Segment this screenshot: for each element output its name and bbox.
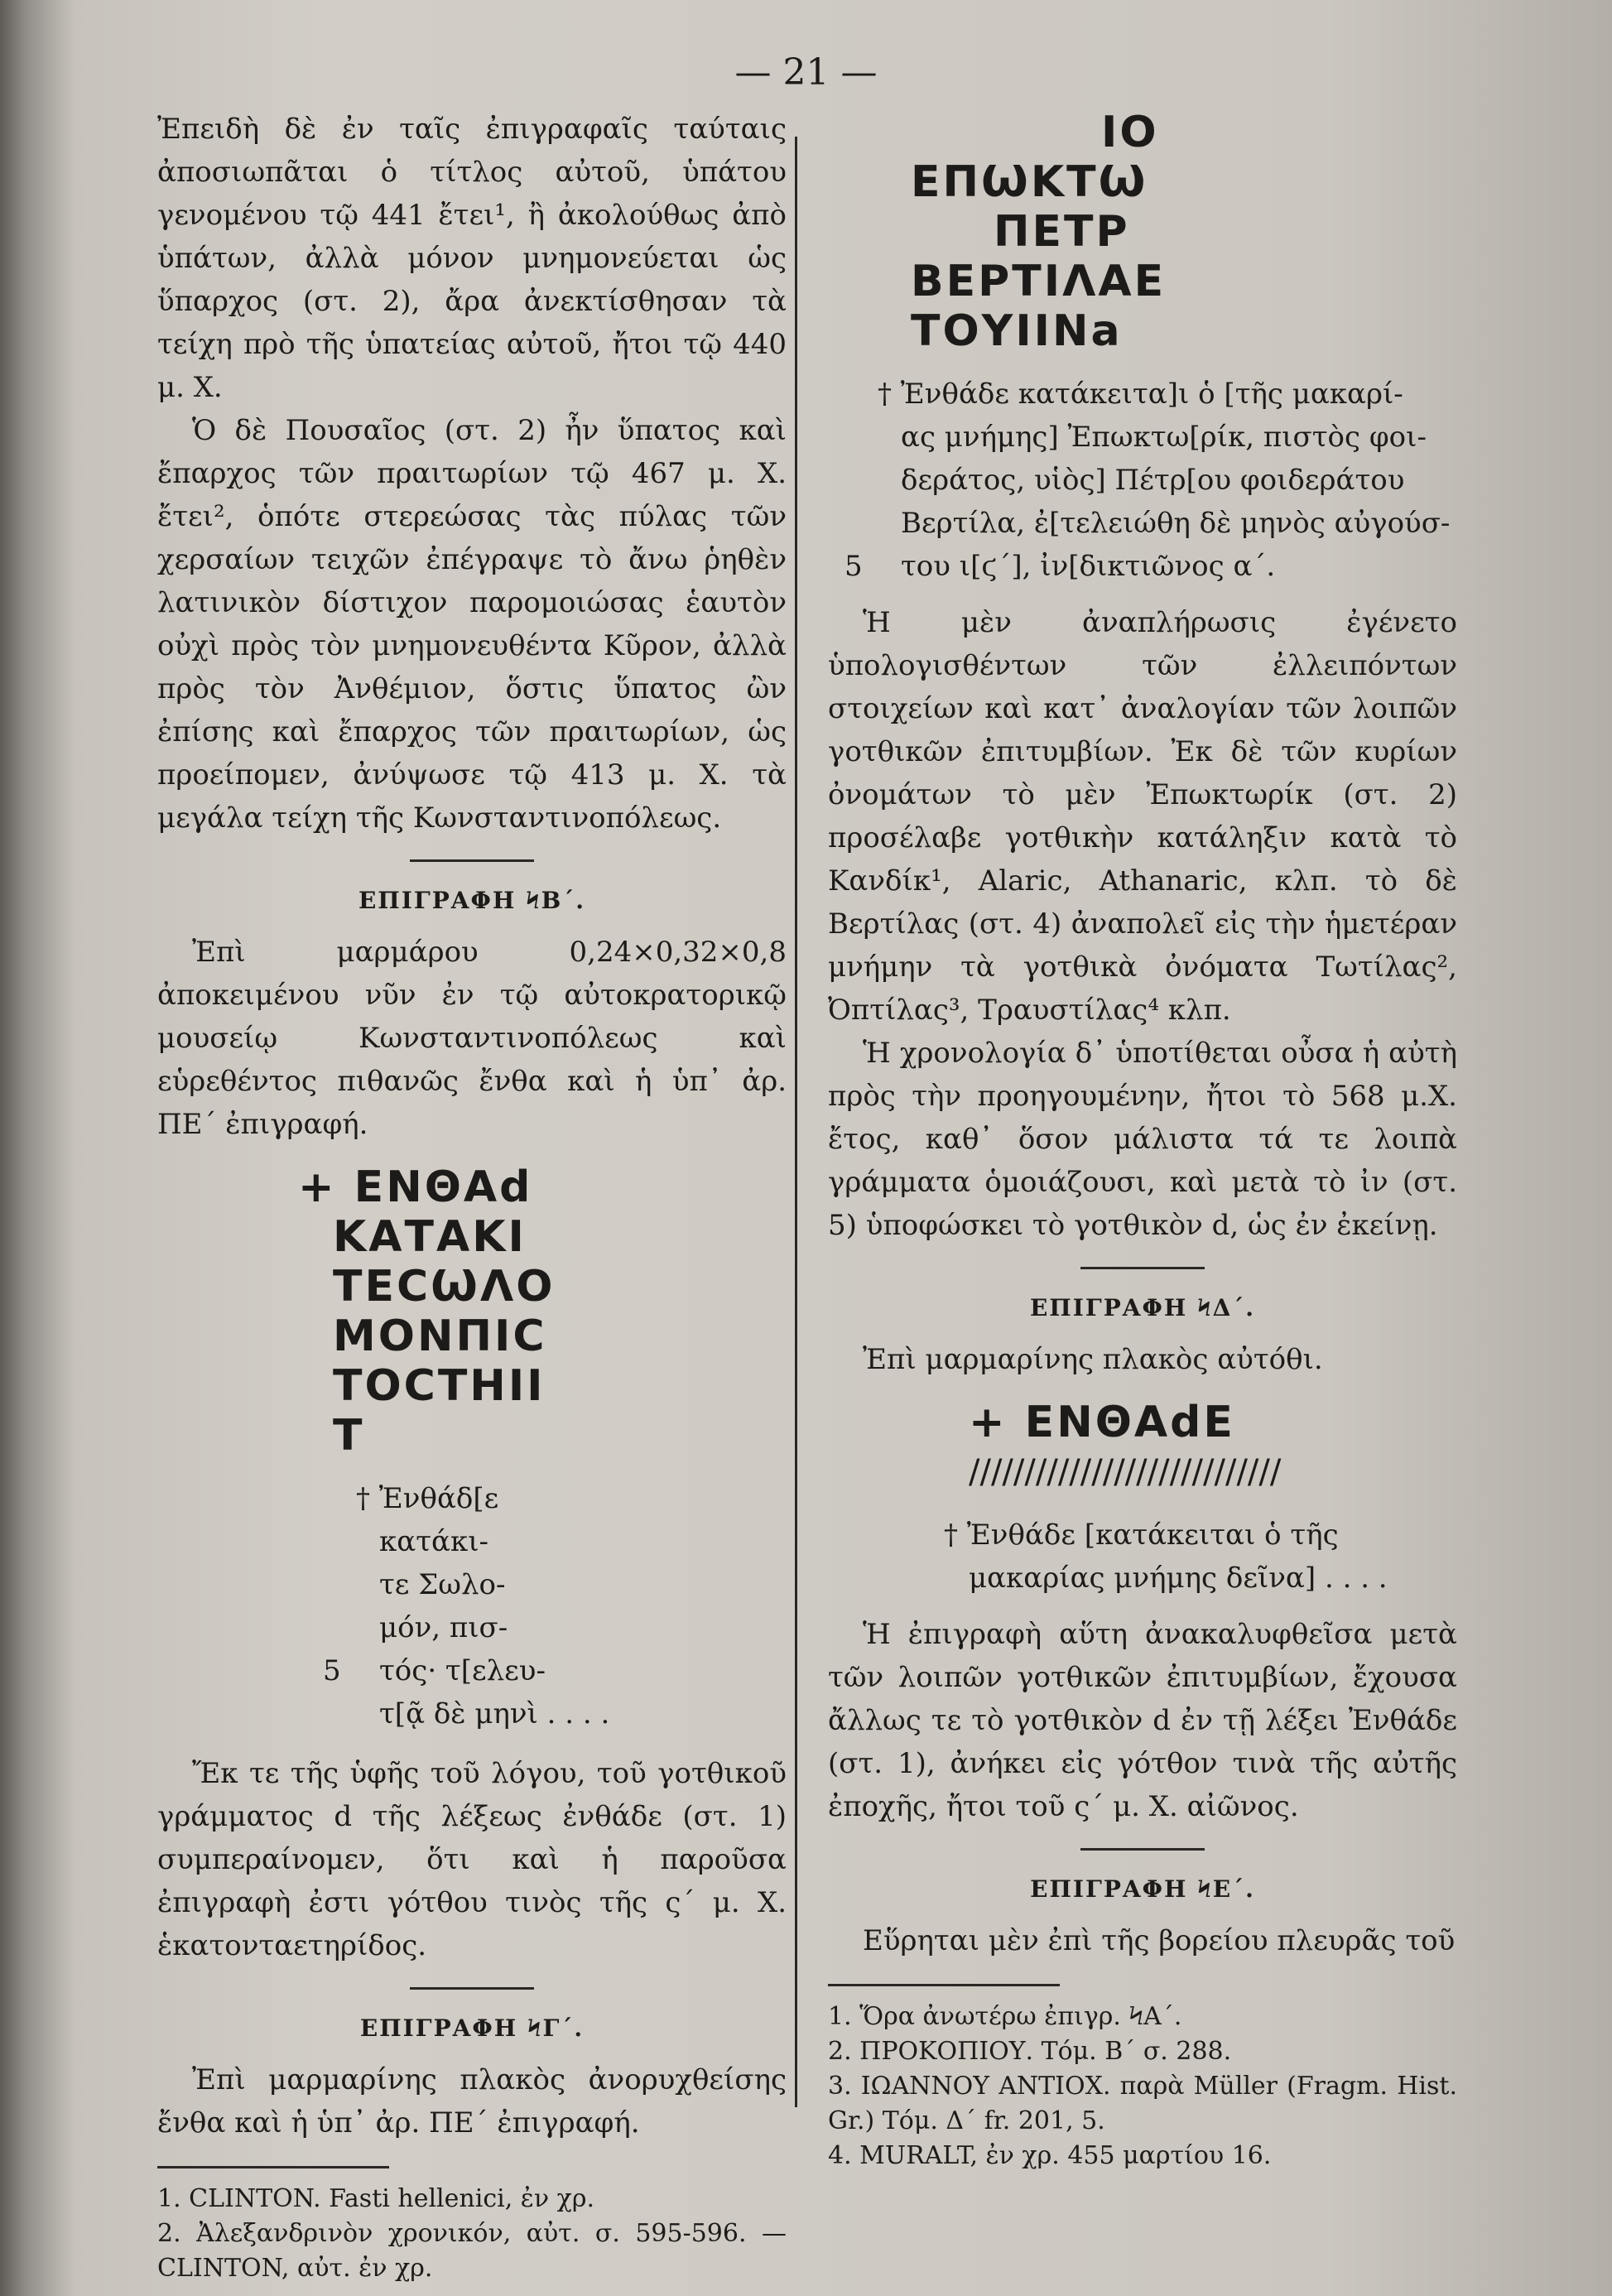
uncial-inscription bbox=[828, 108, 1457, 356]
transcription-line bbox=[844, 373, 1457, 416]
inscription-heading: ΕΠΙΓΡΑΦΗ ϞΓ΄. bbox=[359, 2014, 585, 2042]
uncial-line: ΕΠѠΚΤѠ bbox=[911, 157, 1148, 207]
uncial-line: + ΕΝΘΑdΕ bbox=[969, 1398, 1235, 1447]
transcription-line bbox=[844, 545, 1457, 588]
uncial-line: ΙΟ bbox=[1101, 108, 1159, 157]
section-rule bbox=[410, 859, 534, 862]
uncial-line: ΚΑΤΑΚΙ bbox=[333, 1212, 527, 1262]
line-number: 5 bbox=[323, 1654, 341, 1687]
line-text: τός· τ[ελευ- bbox=[379, 1654, 546, 1687]
uncial-erasure: //////////////////////////// bbox=[969, 1453, 1282, 1491]
line-text: του ι[ϛ΄], ἰν[δικτιῶνος α΄. bbox=[901, 550, 1276, 583]
paragraph: Εὕρηται μὲν ἐπὶ τῆς βορείου πλευρᾶς τοῦ bbox=[863, 1924, 1456, 1957]
paragraph: Ἡ ἐπιγραφὴ αὕτη ἀνακαλυφθεῖσα μετὰ τῶν λοιπῶν γοτθικῶν ἐπιτυμβίων, ἔχουσα ἄλλως τε τὸ γοτθικὸν d ἐν τῇ λέξει Ἐνθάδε (στ. 1), ἀνήκει εἰς γότθον τινὰ τῆς αὐτῆς ἐποχῆς, ἤτοι τοῦ ς΄ μ. Χ. αἰῶνος. bbox=[828, 1618, 1457, 1823]
paragraph: Ἡ χρονολογία δ᾽ ὑποτίθεται οὖσα ἡ αὐτὴ πρὸς τὴν προηγουμένην, ἤτοι τὸ 568 μ.Χ. ἔτος, καθ᾽ ὅσον μάλιστα τά τε λοιπὰ γράμματα ὁμοιάζουσι, καὶ μετὰ τὸ ἰν (στ. 5) ὑποφώσκει τὸ γοτθικὸν d, ὡς ἐν ἐκείνῃ. bbox=[828, 1037, 1457, 1242]
transcription-line bbox=[944, 1514, 1457, 1557]
inscription-heading: ΕΠΙΓΡΑΦΗ ϞΒ΄. bbox=[358, 887, 586, 914]
uncial-inscription bbox=[828, 1398, 1457, 1497]
transcription-line bbox=[323, 1563, 787, 1606]
section-rule bbox=[1080, 1848, 1205, 1851]
left-column bbox=[157, 108, 787, 2286]
line-text: ας μνήμης] Ἐπωκτω[ρίκ, πιστὸς φοι- bbox=[901, 421, 1427, 454]
footnote: 1. CLINTON. Fasti hellenici, ἐν χρ. bbox=[157, 2184, 595, 2213]
transcription-line bbox=[844, 416, 1457, 459]
paragraph: Ἡ μὲν ἀναπλήρωσις ἐγένετο ὑπολογισθέντων τῶν ἐλλειπόντων στοιχείων καὶ κατ᾽ ἀναλογίαν τῶν λοιπῶν γοτθικῶν ἐπιτυμβίων. Ἐκ δὲ τῶν κυρίων ὀνομάτων τὸ μὲν Ἐπωκτωρίκ (στ. 2) προσέλαβε γοτθικὴν κατάληξιν κατὰ τὸ Κανδίκ¹, Alaric, Athanaric, κλπ. τὸ δὲ Βερτίλας (στ. 4) ἀναπολεῖ εἰς τὴν ἡμετέραν μνήμην τὰ γοτθικὰ ὀνόματα Τωτίλας², Ὀπτίλας³, Τραυστίλας⁴ κλπ. bbox=[828, 606, 1457, 1027]
section-rule bbox=[1080, 1267, 1205, 1269]
footnote: 1. Ὅρα ἀνωτέρω ἐπιγρ. ϞΑ΄. bbox=[828, 2002, 1182, 2031]
inscription-heading: ΕΠΙΓΡΑΦΗ ϞΔ΄. bbox=[1029, 1294, 1256, 1321]
uncial-line: ΤΟCΤΗΙΙ bbox=[333, 1361, 546, 1411]
paragraph: Ἐπὶ μαρμάρου 0,24×0,32×0,8 ἀποκειμένου νῦν ἐν τῷ αὐτοκρατορικῷ μουσείῳ Κωνσταντινοπόλεως καὶ εὑρεθέντος πιθανῶς ἔνθα καὶ ἡ ὑπ᾽ ἀρ. ΠΕ΄ ἐπιγραφή. bbox=[157, 936, 787, 1141]
footnote-rule bbox=[828, 1984, 1060, 1986]
uncial-line: ΜΟΝΠΙC bbox=[333, 1312, 547, 1361]
paragraph: Ὁ δὲ Πουσαῖος (στ. 2) ἦν ὕπατος καὶ ἔπαρχος τῶν πραιτωρίων τῷ 467 μ. Χ. ἔτει², ὁπότε στερεώσας τὰς πύλας τῶν χερσαίων τειχῶν ἐπέγραψε τὸ ἄνω ῥηθὲν λατινικὸν δίστιχον παρομοιώσας ἑαυτὸν οὐχὶ πρὸς τὸν μνημονευθέντα Κῦρον, ἀλλὰ πρὸς τὸν Ἀνθέμιον, ὅστις ὕπατος ὢν ἐπίσης καὶ ἔπαρχος τῶν πραιτωρίων, ὡς προείπομεν, ἀνύψωσε τῷ 413 μ. Χ. τὰ μεγάλα τείχη τῆς Κωνσταντινοπόλεως. bbox=[157, 414, 787, 835]
right-column bbox=[828, 108, 1457, 2173]
transcription bbox=[828, 373, 1457, 588]
transcription bbox=[828, 1514, 1457, 1600]
transcription-line bbox=[323, 1520, 787, 1563]
uncial-line: ΤΕCѠΛΟ bbox=[333, 1262, 556, 1312]
line-text: τε Σωλο- bbox=[379, 1568, 506, 1601]
footnote: 2. ΠΡΟΚΟΠΙΟΥ. Τόμ. Β΄ σ. 288. bbox=[828, 2037, 1232, 2066]
uncial-line: ΤΟΥΙΙΝa bbox=[911, 306, 1123, 356]
transcription-line bbox=[323, 1692, 787, 1735]
footnote: 2. Ἀλεξανδρινὸν χρονικόν, αὐτ. σ. 595-596. — CLINTON, αὐτ. ἐν χρ. bbox=[157, 2219, 787, 2283]
section-rule bbox=[410, 1987, 534, 1990]
paragraph: Ἔκ τε τῆς ὑφῆς τοῦ λόγου, τοῦ γοτθικοῦ γράμματος d τῆς λέξεως ἐνθάδε (στ. 1) συμπεραίνομεν, ὅτι καὶ ἡ παροῦσα ἐπιγραφὴ ἐστι γότθου τινὸς τῆς ς΄ μ. Χ. ἑκατονταετηρίδος. bbox=[157, 1757, 787, 1962]
transcription-line bbox=[844, 502, 1457, 545]
line-text: μόν, πισ- bbox=[379, 1611, 508, 1644]
line-text: † Ἐνθάδ[ε bbox=[356, 1482, 499, 1515]
line-text: Βερτίλα, ἐ[τελειώθη δὲ μηνὸς αὐγούσ- bbox=[901, 507, 1451, 540]
transcription-line bbox=[844, 459, 1457, 502]
transcription bbox=[157, 1477, 787, 1735]
paragraph: Ἐπὶ μαρμαρίνης πλακὸς αὐτόθι. bbox=[863, 1343, 1323, 1376]
footnote: 4. MURALT, ἐν χρ. 455 μαρτίου 16. bbox=[828, 2141, 1272, 2170]
uncial-line: + ΕΝΘΑd bbox=[298, 1162, 533, 1212]
line-text: κατάκι- bbox=[379, 1525, 489, 1558]
footnote-rule bbox=[157, 2166, 389, 2168]
line-text: μακαρίας μνήμης δεῖνα] . . . . bbox=[969, 1562, 1388, 1595]
transcription-line bbox=[323, 1477, 787, 1520]
transcription-line bbox=[944, 1557, 1457, 1600]
footnote: 3. ΙΩΑΝΝΟΥ ΑΝΤΙΟΧ. παρὰ Müller (Fragm. Hist. Gr.) Τόμ. Δ΄ fr. 201, 5. bbox=[828, 2072, 1457, 2135]
line-text: τ[ᾷ δὲ μηνὶ . . . . bbox=[379, 1697, 610, 1730]
page-number: — 21 — bbox=[734, 51, 878, 94]
transcription-line bbox=[323, 1606, 787, 1649]
paragraph: Ἐπὶ μαρμαρίνης πλακὸς ἀνορυχθείσης ἔνθα καὶ ἡ ὑπ᾽ ἀρ. ΠΕ΄ ἐπιγραφή. bbox=[157, 2063, 787, 2140]
uncial-line: Τ bbox=[333, 1411, 365, 1461]
transcription-line bbox=[323, 1649, 787, 1692]
line-text: † Ἐνθάδε [κατάκειται ὁ τῆς bbox=[944, 1519, 1339, 1552]
uncial-line: ΒΕΡΤΙΛΑΕ bbox=[911, 257, 1167, 306]
inscription-heading: ΕΠΙΓΡΑΦΗ ϞΕ΄. bbox=[1030, 1875, 1255, 1903]
uncial-inscription bbox=[157, 1162, 787, 1461]
line-text: δεράτος, υἱὸς] Πέτρ[ου φοιδεράτου bbox=[901, 464, 1405, 497]
uncial-line: ΠΕΤΡ bbox=[994, 207, 1130, 257]
line-text: † Ἐνθάδε κατάκειτα]ι ὁ [τῆς μακαρί- bbox=[878, 378, 1403, 411]
line-number: 5 bbox=[844, 550, 863, 583]
paragraph: Ἐπειδὴ δὲ ἐν ταῖς ἐπιγραφαῖς ταύταις ἀποσιωπᾶται ὁ τίτλος αὐτοῦ, ὑπάτου γενομένου τῷ 441 ἔτει¹, ἢ ἀκολούθως ἀπὸ ὑπάτων, ἀλλὰ μόνον μνημονεύεται ὡς ὕπαρχος (στ. 2), ἄρα ἀνεκτίσθησαν τὰ τείχη πρὸ τῆς ὑπατείας αὐτοῦ, ἤτοι τῷ 440 μ. Χ. bbox=[157, 113, 787, 404]
column-divider bbox=[795, 137, 797, 2107]
